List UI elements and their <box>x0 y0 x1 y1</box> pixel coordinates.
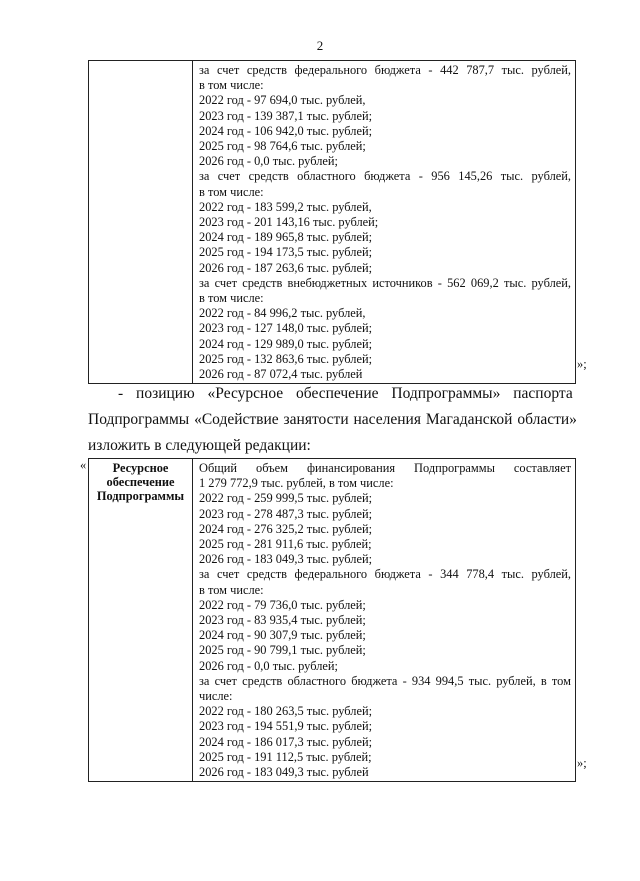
funding-line: 2023 год - 194 551,9 тыс. рублей; <box>199 719 373 734</box>
funding-table-continued <box>88 60 576 384</box>
funding-line: 2025 год - 90 799,1 тыс. рублей; <box>199 643 366 658</box>
funding-line: за счет средств внебюджетных источников - 562 069,2 тыс. рублей, <box>199 275 571 290</box>
funding-line: Общий объем финансирования Подпрограммы составляет <box>199 461 571 475</box>
table1-closing-quote: »; <box>577 357 587 371</box>
funding-line: 2025 год - 191 112,5 тыс. рублей; <box>199 749 372 764</box>
paragraph-line: изложить в следующей редакции: <box>88 437 311 454</box>
funding-line: за счет средств областного бюджета - 956 145,26 тыс. рублей, <box>199 169 571 184</box>
funding-line: в том числе: <box>199 291 264 306</box>
funding-line: 2024 год - 90 307,9 тыс. рублей; <box>199 628 366 643</box>
funding-line: 2023 год - 139 387,1 тыс. рублей; <box>199 108 373 123</box>
funding-line: 2022 год - 180 263,5 тыс. рублей; <box>199 704 373 719</box>
funding-line: 2026 год - 187 263,6 тыс. рублей; <box>199 260 373 275</box>
funding-line: 2022 год - 84 996,2 тыс. рублей, <box>199 306 366 321</box>
page-number: 2 <box>316 38 324 53</box>
header-line: Ресурсное <box>112 461 169 475</box>
funding-line: в том числе: <box>199 184 264 199</box>
funding-line: в том числе: <box>199 78 264 93</box>
funding-line: за счет средств областного бюджета - 934 994,5 тыс. рублей, в том <box>199 673 571 688</box>
header-line: Подпрограммы <box>96 489 185 503</box>
table2-opening-quote: « <box>80 458 87 472</box>
resource-provision-details-cell <box>193 459 576 782</box>
funding-line: 2025 год - 281 911,6 тыс. рублей; <box>199 537 372 552</box>
amendment-paragraph <box>88 384 576 456</box>
empty-label-cell <box>89 61 193 384</box>
funding-line: 2026 год - 183 049,3 тыс. рублей <box>199 765 369 780</box>
funding-line: 2024 год - 189 965,8 тыс. рублей; <box>199 230 373 245</box>
funding-line: 2026 год - 0,0 тыс. рублей; <box>199 154 338 169</box>
funding-line: 2025 год - 98 764,6 тыс. рублей; <box>199 139 366 154</box>
resource-provision-header-cell <box>89 459 193 782</box>
funding-line: 2025 год - 194 173,5 тыс. рублей; <box>199 245 373 260</box>
header-line: обеспечение <box>106 475 175 489</box>
funding-line: за счет средств федерального бюджета - 442 787,7 тыс. рублей, <box>199 63 571 77</box>
funding-line: 2023 год - 127 148,0 тыс. рублей; <box>199 321 373 336</box>
funding-line: за счет средств федерального бюджета - 344 778,4 тыс. рублей, <box>199 567 571 582</box>
funding-line: 2023 год - 83 935,4 тыс. рублей; <box>199 613 366 628</box>
funding-line: 2026 год - 0,0 тыс. рублей; <box>199 658 338 673</box>
table2-closing-quote: »; <box>577 756 587 770</box>
funding-line: 2022 год - 259 999,5 тыс. рублей; <box>199 491 373 506</box>
funding-line: 2022 год - 183 599,2 тыс. рублей, <box>199 199 372 214</box>
funding-details-cell <box>193 61 576 384</box>
funding-line: числе: <box>199 689 233 704</box>
funding-line: 2025 год - 132 863,6 тыс. рублей; <box>199 351 373 366</box>
paragraph-line: Подпрограммы «Содействие занятости населения Магаданской области» <box>88 411 577 428</box>
funding-line: 2024 год - 186 017,3 тыс. рублей; <box>199 734 373 749</box>
funding-line: 2022 год - 97 694,0 тыс. рублей, <box>199 93 366 108</box>
funding-line: 2024 год - 129 989,0 тыс. рублей; <box>199 336 373 351</box>
funding-line: 2024 год - 106 942,0 тыс. рублей; <box>199 123 373 138</box>
funding-line: 2023 год - 201 143,16 тыс. рублей; <box>199 215 379 230</box>
resource-provision-table <box>88 458 576 782</box>
funding-line: 1 279 772,9 тыс. рублей, в том числе: <box>199 476 394 491</box>
funding-line: 2026 год - 183 049,3 тыс. рублей; <box>199 552 373 567</box>
funding-line: 2023 год - 278 487,3 тыс. рублей; <box>199 506 373 521</box>
paragraph-line: - позицию «Ресурсное обеспечение Подпрограммы» паспорта <box>118 385 573 402</box>
funding-line: 2026 год - 87 072,4 тыс. рублей <box>199 367 363 382</box>
funding-line: 2022 год - 79 736,0 тыс. рублей; <box>199 597 366 612</box>
funding-line: 2024 год - 276 325,2 тыс. рублей; <box>199 521 373 536</box>
funding-line: в том числе: <box>199 582 264 597</box>
